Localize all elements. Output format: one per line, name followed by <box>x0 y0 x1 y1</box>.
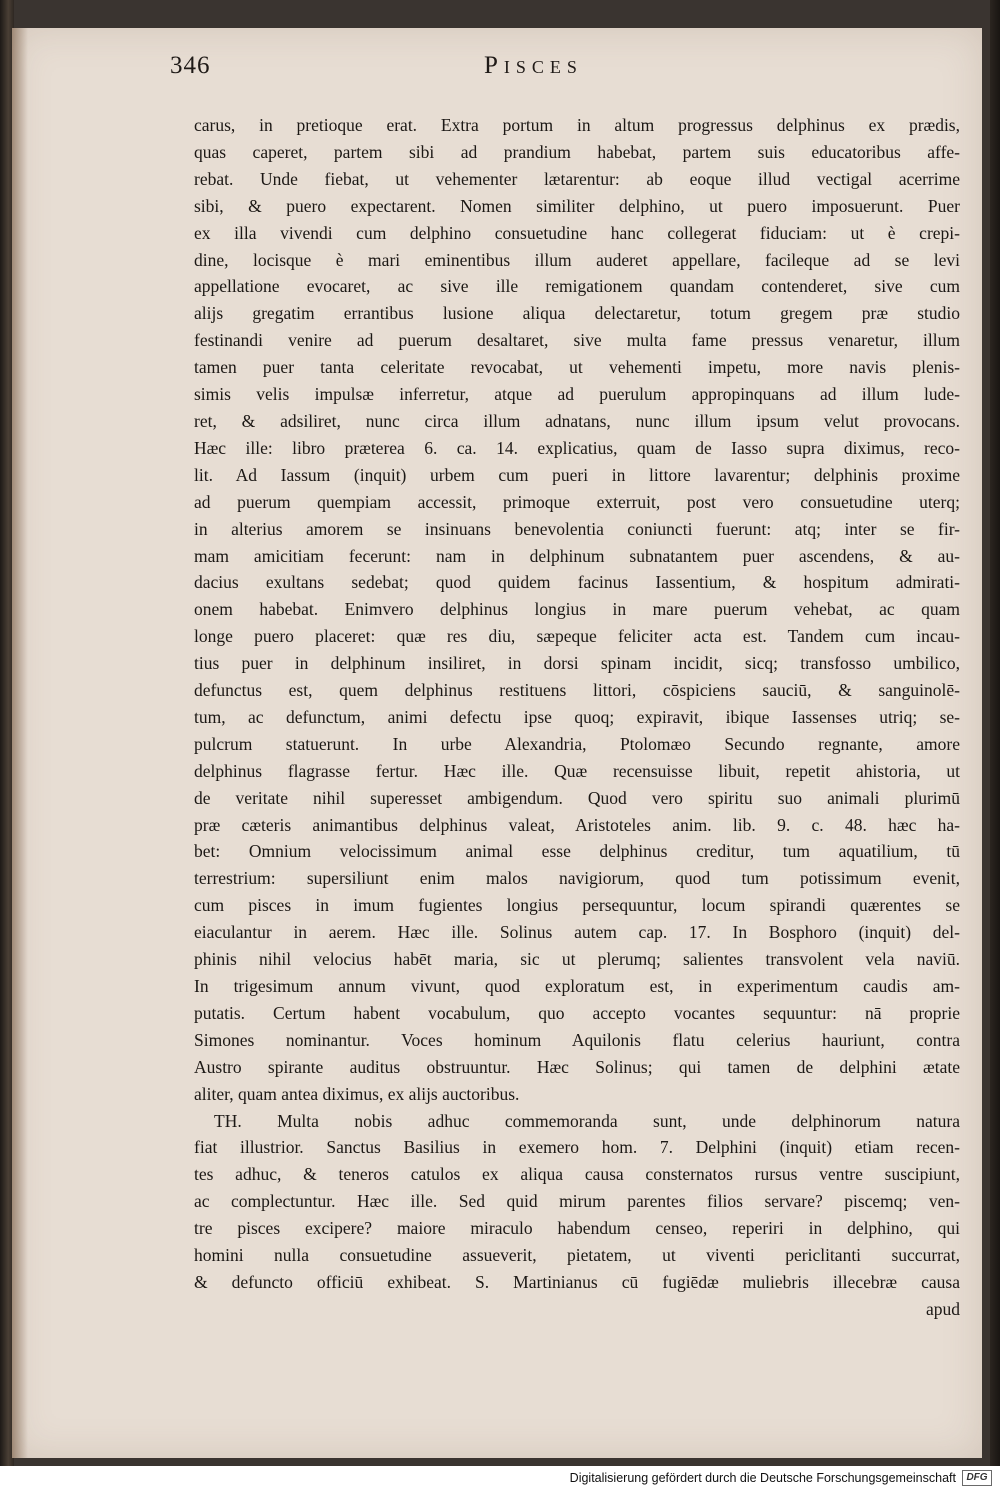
text-line: pulcrum statuerunt. In urbe Alexandria, Ptolomæo Secundo regnante, amore <box>194 733 960 754</box>
text-line: tre pisces excipere? maiore miraculo habendum censeo, reperiri in delphino, qui <box>194 1218 960 1239</box>
dfg-logo: DFG <box>962 1470 992 1486</box>
text-line: aliter, quam antea diximus, ex alijs auctoribus. <box>194 1083 520 1104</box>
text-line: eiaculantur in aerem. Hæc ille. Solinus autem cap. 17. In Bosphoro (inquit) del- <box>194 922 960 943</box>
page-number: 346 <box>170 52 211 79</box>
text-line: phinis nihil velocius habēt maria, sic ut plerumq; salientes transvolent vela naviū. <box>194 949 960 970</box>
text-line: Simones nominantur. Voces hominum Aquilonis flatu celerius hauriunt, contra <box>194 1029 960 1050</box>
text-line: tius puer in delphinum insiliret, in dorsi spinam incidit, sicq; transfosso umbilico, <box>194 653 960 674</box>
text-line: ex illa vivendi cum delphino consuetudine hanc collegerat fiduciam: ut è crepi- <box>194 222 960 243</box>
paragraph-start-line: TH. Multa nobis adhuc commemoranda sunt, unde delphinorum natura <box>214 1110 960 1131</box>
text-line: tum, ac defunctum, animi defectu ipse quoq; expiravit, ibique Iassenses utriq; se- <box>194 706 960 727</box>
text-line: mam amicitiam fecerunt: nam in delphinum subnatantem puer ascendens, & au- <box>194 545 960 566</box>
text-line: dacius exultans sedebat; quod quidem facinus Iassentium, & hospitum admirati- <box>194 572 960 593</box>
text-line: terrestrium: supersiliunt enim malos navigiorum, quod tum potissimum evenit, <box>194 868 960 889</box>
text-line: sibi, & puero expectarent. Nomen similiter delphino, ut puero imposuerunt. Puer <box>194 195 960 216</box>
text-line: præ cæteris animantibus delphinus valeat, Aristoteles anim. lib. 9. c. 48. hæc ha- <box>194 814 960 835</box>
text-line: cum pisces in imum fugientes longius persequuntur, locum spirandi quærentes se <box>194 895 960 916</box>
text-line: alijs gregatim errantibus lusione aliqua delectaretur, totum gregem præ studio <box>194 303 960 324</box>
catchword: apud <box>925 1298 960 1319</box>
text-line: festinandi venire ad puerum desaltaret, sive multa fame pressus venaretur, illum <box>194 330 960 351</box>
text-line: delphinus flagrasse fertur. Hæc ille. Quæ recensuisse libuit, repetit ahistoria, ut <box>194 760 960 781</box>
text-line: de veritate nihil superesset ambigendum. Quod vero spiritu suo animali plurimū <box>194 787 960 808</box>
text-line: fiat illustrior. Sanctus Basilius in exemero hom. 7. Delphini (inquit) etiam recen- <box>194 1137 960 1158</box>
text-line: rebat. Unde fiebat, ut vehementer lætarentur: ab eoque illud vectigal acerrime <box>194 168 960 189</box>
text-line: ad puerum quempiam accessit, primoque exterruit, post vero consuetudine uterq; <box>194 491 960 512</box>
cover-edge <box>990 0 1000 1466</box>
text-line: lit. Ad Iassum (inquit) urbem cum pueri in littore lavarentur; delphinis proxime <box>194 464 960 485</box>
text-line: appellatione evocaret, ac sive ille remigationem quandam contenderet, sive cum <box>194 276 960 297</box>
text-line: onem habebat. Enimvero delphinus longius in mare puerum vehebat, ac quam <box>194 599 960 620</box>
text-line: tes adhuc, & teneros catulos ex aliqua causa consternatos rursus ventre suscipiunt, <box>194 1164 960 1185</box>
text-line: dine, locisque è mari eminentibus illum auderet appellare, facileque ad se levi <box>194 249 960 270</box>
text-line: simis velis impulsæ inferretur, atque ad puerulum appropinquans ad illum lude- <box>194 384 960 405</box>
text-line: In trigesimum annum vivunt, quod exploratum est, in experimentum caudis am- <box>194 976 960 996</box>
text-line: bet: Omnium velocissimum animal esse delphinus creditur, tum aquatilium, tū <box>194 841 960 862</box>
text-line: & defuncto officiū exhibeat. S. Martinianus cū fugiēdæ muliebris illecebræ causa <box>194 1271 960 1292</box>
text-line: ret, & adsiliret, nunc circa illum adnatans, nunc illum ipsum velut provocans. <box>194 410 960 431</box>
digitization-credit: Digitalisierung gefördert durch die Deutsche Forschungsgemeinschaft <box>569 1471 956 1485</box>
text-line: in alterius amorem se insinuans benevolentia coniuncti fuerunt: atq; inter se fir- <box>194 518 960 539</box>
text-line: longe puero placeret: quæ res diu, sæpeque feliciter acta est. Tandem cum incau- <box>194 626 960 647</box>
running-head: Pisces <box>484 52 583 79</box>
text-line: carus, in pretioque erat. Extra portum in altum progressus delphinus ex prædis, <box>194 115 960 135</box>
text-line: tamen puer tanta celeritate revocabat, ut vehementi impetu, more navis plenis- <box>194 357 960 378</box>
text-line: Austro spirante auditus obstruuntur. Hæc Solinus; qui tamen de delphini ætate <box>194 1056 960 1077</box>
text-line: Hæc ille: libro præterea 6. ca. 14. explicatius, quam de Iasso supra diximus, reco- <box>194 437 960 458</box>
text-line: quas caperet, partem sibi ad prandium habebat, partem suis educatoribus affe- <box>194 141 960 162</box>
body-text <box>194 112 960 1323</box>
text-line: putatis. Certum habent vocabulum, quo accepto vocantes sequuntur: nā proprie <box>194 1002 960 1023</box>
text-line: defunctus est, quem delphinus restituens littori, cōspiciens sauciū, & sanguinolē- <box>194 680 960 701</box>
text-line: homini nulla consuetudine assueverit, pietatem, ut viventi periclitanti succurrat, <box>194 1245 960 1266</box>
text-line: ac complectuntur. Hæc ille. Sed quid mirum parentes filios servare? piscemq; ven- <box>194 1191 960 1212</box>
